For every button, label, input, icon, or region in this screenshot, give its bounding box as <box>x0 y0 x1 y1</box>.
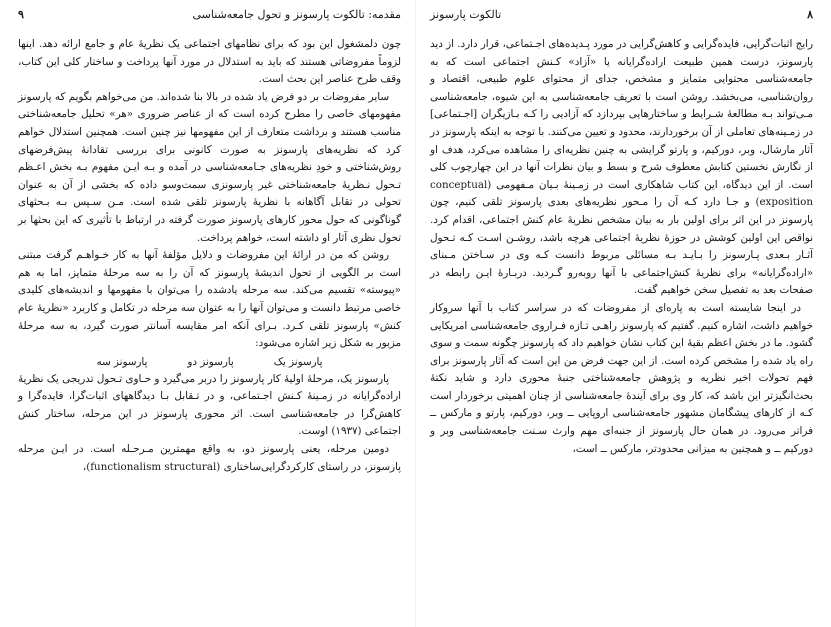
left-header-title: مقدمه: تالکوت پارسونز و تحول جامعه‌شناسی <box>192 8 401 21</box>
left-paragraph-3: روشن که من در ارائهٔ این مفروضات و دلایل مؤلفهٔ آنها به کار خـواهـم گرفت مبتنی است بر الگویی از تحول اندیشهٔ پارسونز که آن را به سه مرحلهٔ متمایز، اما به هم «پیوسته» تقسیم می‌کند. سه مرحله یادشده را می‌توان با مفهومها و اندیشه‌های کلیدی خاصی مرتبط دانست و می‌توان آنها را به عنوان سه مرحله در تکامل و کاربرد «نظریهٔ عام کنش» پارسونز تلقی کـرد. بـرای آنکه امر مقایسه آسانتر صورت گیرد، به سه مرحلهٔ مزبور به شکل زیر اشاره می‌شود: <box>18 249 401 350</box>
right-running-header <box>430 4 813 26</box>
right-header-title: تالکوت پارسونز <box>430 8 502 21</box>
parsons-stages-list <box>18 353 401 371</box>
right-paragraph-1: رایج اثبات‌گرایی، فایده‌گرایی و کاهش‌گرایی در مورد پـدیده‌های اجـتماعی، قرار دارد. از دید پارسونز، درست همین طبیعت اراده‌گرایانه یا «آزاد» کـنش اجتماعی است که به جامعه‌شناسی محتوایی متمایز و مشخص، جدای از محتوای علوم طبیعی، اقتصاد و روان‌شناسی، می‌بخشد. روشن است با تعریف جامعه‌شناسی به این شیوه، جامعه‌شناسی مـی‌تواند بـه مطالعهٔ شـرایط و ساختارهایی بپردازد که آزادیی را کـه بـازیگران [اجـتماعی] در زمـینه‌های تعاملی از آن برخوردارند، محدود و تعیین می‌کنند. با توجه به اینکه پارسونز در آثار مارشال، وبر، دورکیم، و پارتو گرایشی به چنین نظریه‌ای را مشاهده می‌کرد، هدف او از نگارش نخستین کتابش معطوف شرح و بسط و بیان نظرات آنها در این چهارچوب کلی است. از این دیدگاه، این کتاب شاهکاری است در زمـینهٔ بـیان مـفهومی (conceptual exposition) و جـا دارد کـه آن را مـحور نظریه‌های بعدی پارسونز تلقی کنیم، چون پارسونز در این اثر برای اولین بار به بیان مشخص نظریهٔ عام کنش اجتماعی، اقدام کرد. نواقص این اولین کوشش در حوزهٔ نظریهٔ اجتماعی هرچه باشد، روشـن اسـت کـه تـحول آثـار بـعدی پـارسونز را بـایـد بـه مسائلی مربوط دانست کـه وی در سـاختن مـبنای «اراده‌گرایانه» برای نظریهٔ کنش‌اجتماعی با آنها روبه‌رو گـردید. دربـارهٔ ایـن رابطه در صفحات بعد به تفصیل سخن خواهیم گفت. <box>429 38 813 297</box>
right-page-number: ۸ <box>807 8 813 21</box>
stage-two: پارسونز دو <box>187 355 234 368</box>
right-page <box>416 0 831 627</box>
stage-one: پارسونز یک <box>273 355 323 368</box>
left-running-header <box>18 4 401 26</box>
left-paragraph-2: سایر مفروضات بر دو فرض یاد شده در بالا بنا شده‌اند. من می‌خواهم بگویم که پارسونز مفهومهای خاصی را مطرح کرده است که از عناصر ضروری «هر» تحلیل جامعه‌شناختی مناسب هستند و برداشت متعارف از این مفهومها نیز چنین است. همچنین استدلال خواهم کرد که نظریه‌های پارسونز به صورت کانونی برای بررسی تقادانهٔ پیش‌فرضهای روش‌شناختی و خودِ نظریه‌های جـامعه‌شناسی در آمده و بـه ایـن مفهوم بـه بخش اعـظم تـحول نـظریهٔ جامعه‌شناختی غیر پارسونزی سمت‌و‌سو داده که بخشی از آن به عنوان تحولی در تقابل آگاهانه با نظریهٔ پارسونز تلقی شده است. مـن سـپس بـه بـحثهای گوناگونی که حول محور کارهای پارسونز صورت گرفته در ارتباط با تأثیری که این بحثها بر تحول نظری آثار او داشته است، خواهم پرداخت. <box>18 90 401 244</box>
left-page-number: ۹ <box>18 8 24 21</box>
left-paragraph-5: دومین مرحله، یعنی پارسونز دو، به واقع مهمترین مـرحـله است. در ایـن مرحله پارسونز، در راستای کارکردگرایی‌ساختاری (functionalism structural)، <box>18 443 401 473</box>
left-paragraph-4: پارسونز یک، مرحلهٔ اولیهٔ کار پارسونز را دربر می‌گیرد و حـاوی تـحول تدریجی یک نظریهٔ اراده‌گرایانه در زمـینهٔ کـنش اجـتماعی، و در تـقابل بـا دیدگاههای اثبات‌گرا، فایده‌گرا و کاهش‌گرا در جامعه‌شناسی است. اثر محوری پارسونز در این مرحله، ساختار کنش اجتماعی (۱۹۳۷) اوست. <box>18 372 401 438</box>
stage-three: پارسونز سه <box>96 355 148 368</box>
left-page <box>0 0 415 627</box>
right-paragraph-2: در اینجا شایسته است به پاره‌ای از مفروضات که در سراسر کتاب با آنها سروکار خواهیم داشت، اشاره کنیم. گفتیم که پارسونز راهـی تـازه فـراروی جامعه‌شناسی امریکایی گشود. ما در بخش اعظم بقیهٔ این کتاب نشان خواهیم داد که پارسونز چگونه سمت و سوی راه یاد شده را مشخص کرده است. از این جهت فرض من این است که آثار پارسونز برای فهم تحولات اخیر نظریه و پژوهش جامعه‌شناختی جنبهٔ محوری دارد و شاید نکتهٔ بحث‌انگیزتر این باشد که، کار وی برای آیندهٔ جامعه‌شناسی از چنان اهمیتی برخوردار است کـه از کارهای پیشگامان مشهور جامعه‌شناسی اروپایی ــ وبر، دورکیم، پارتو و مارکس ــ فراتر می‌رود. در همان حال پارسونز از جنبه‌ای مهم وارث سـنت جامعه‌شناسی وبر و دورکیم ــ و همچنین به میزانی محدودتر، مارکس ــ است، <box>430 301 813 455</box>
left-paragraph-1: چون دلمشغول این بود که برای نظامهای اجتماعی یک نظریهٔ عام و جامع ارائه دهد. اینها لزوماً مفروضاتی هستند که باید به استدلال در مورد آنها پرداخت و ساختار کلی این کتاب، وقف طرح عناصر این بحث است. <box>18 38 401 86</box>
